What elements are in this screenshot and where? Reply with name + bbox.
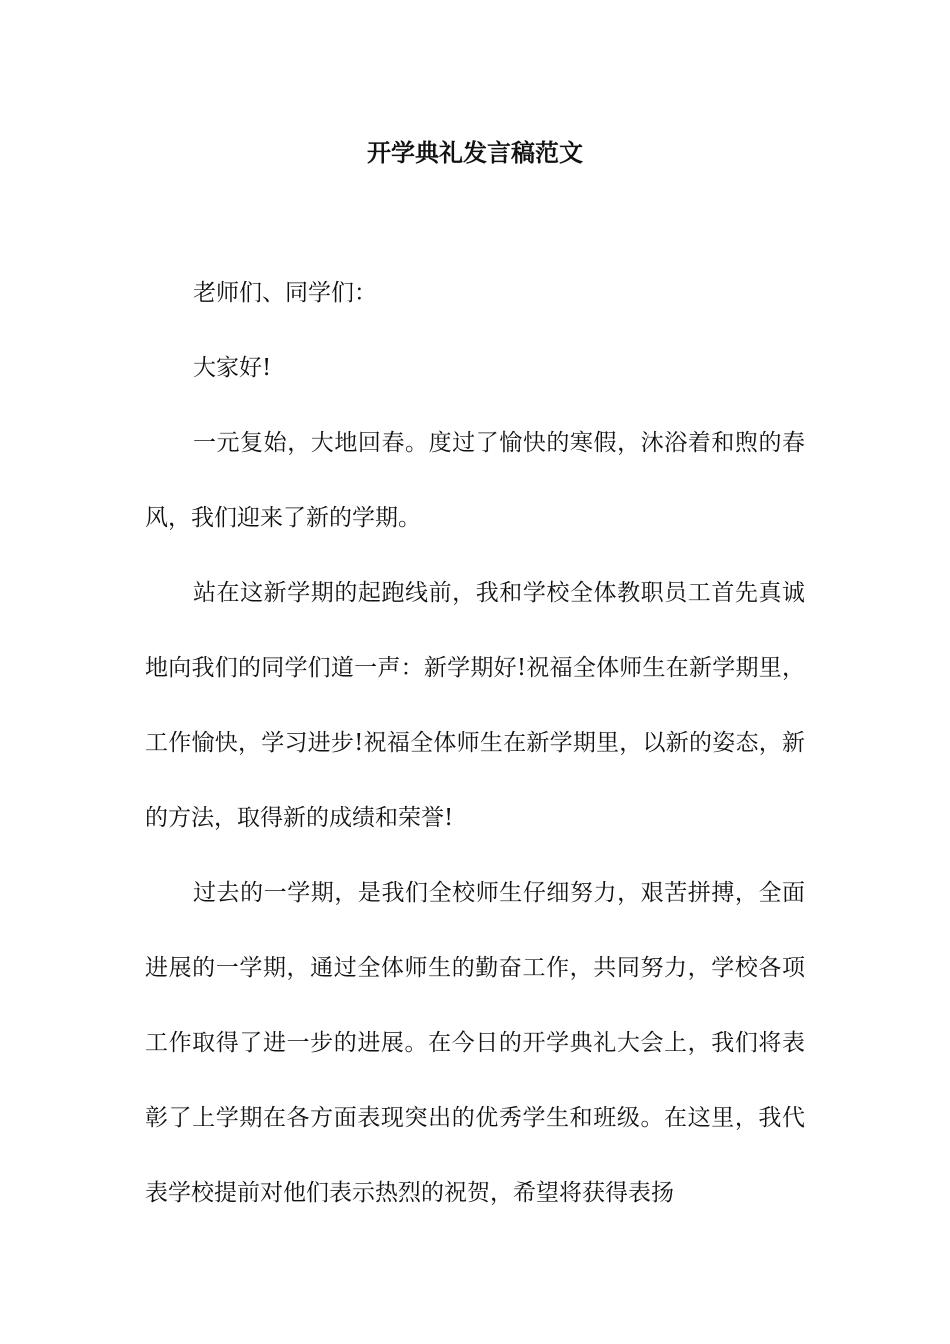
page-title: 开学典礼发言稿范文 [367,138,583,167]
salutation-paragraph: 老师们、同学们： [193,280,377,306]
body-paragraph: 一元复始，大地回春。度过了愉快的寒假，沐浴着和煦的春风，我们迎来了新的学期。 [145,430,805,531]
greeting-paragraph: 大家好! [193,355,272,381]
document-body [145,256,805,1231]
body-paragraph: 站在这新学期的起跑线前，我和学校全体教职员工首先真诚地向我们的同学们道一声：新学期好!祝福全体师生在新学期里，工作愉快，学习进步!祝福全体师生在新学期里，以新的姿态，新的方法，取得新的成绩和荣誉! [145,580,805,831]
body-paragraph: 过去的一学期，是我们全校师生仔细努力，艰苦拼搏，全面进展的一学期，通过全体师生的勤奋工作，共同努力，学校各项工作取得了进一步的进展。在今日的开学典礼大会上，我们将表彰了上学期在各方面表现突出的优秀学生和班级。在这里，我代表学校提前对他们表示热烈的祝贺，希望将获得表扬 [145,880,805,1206]
